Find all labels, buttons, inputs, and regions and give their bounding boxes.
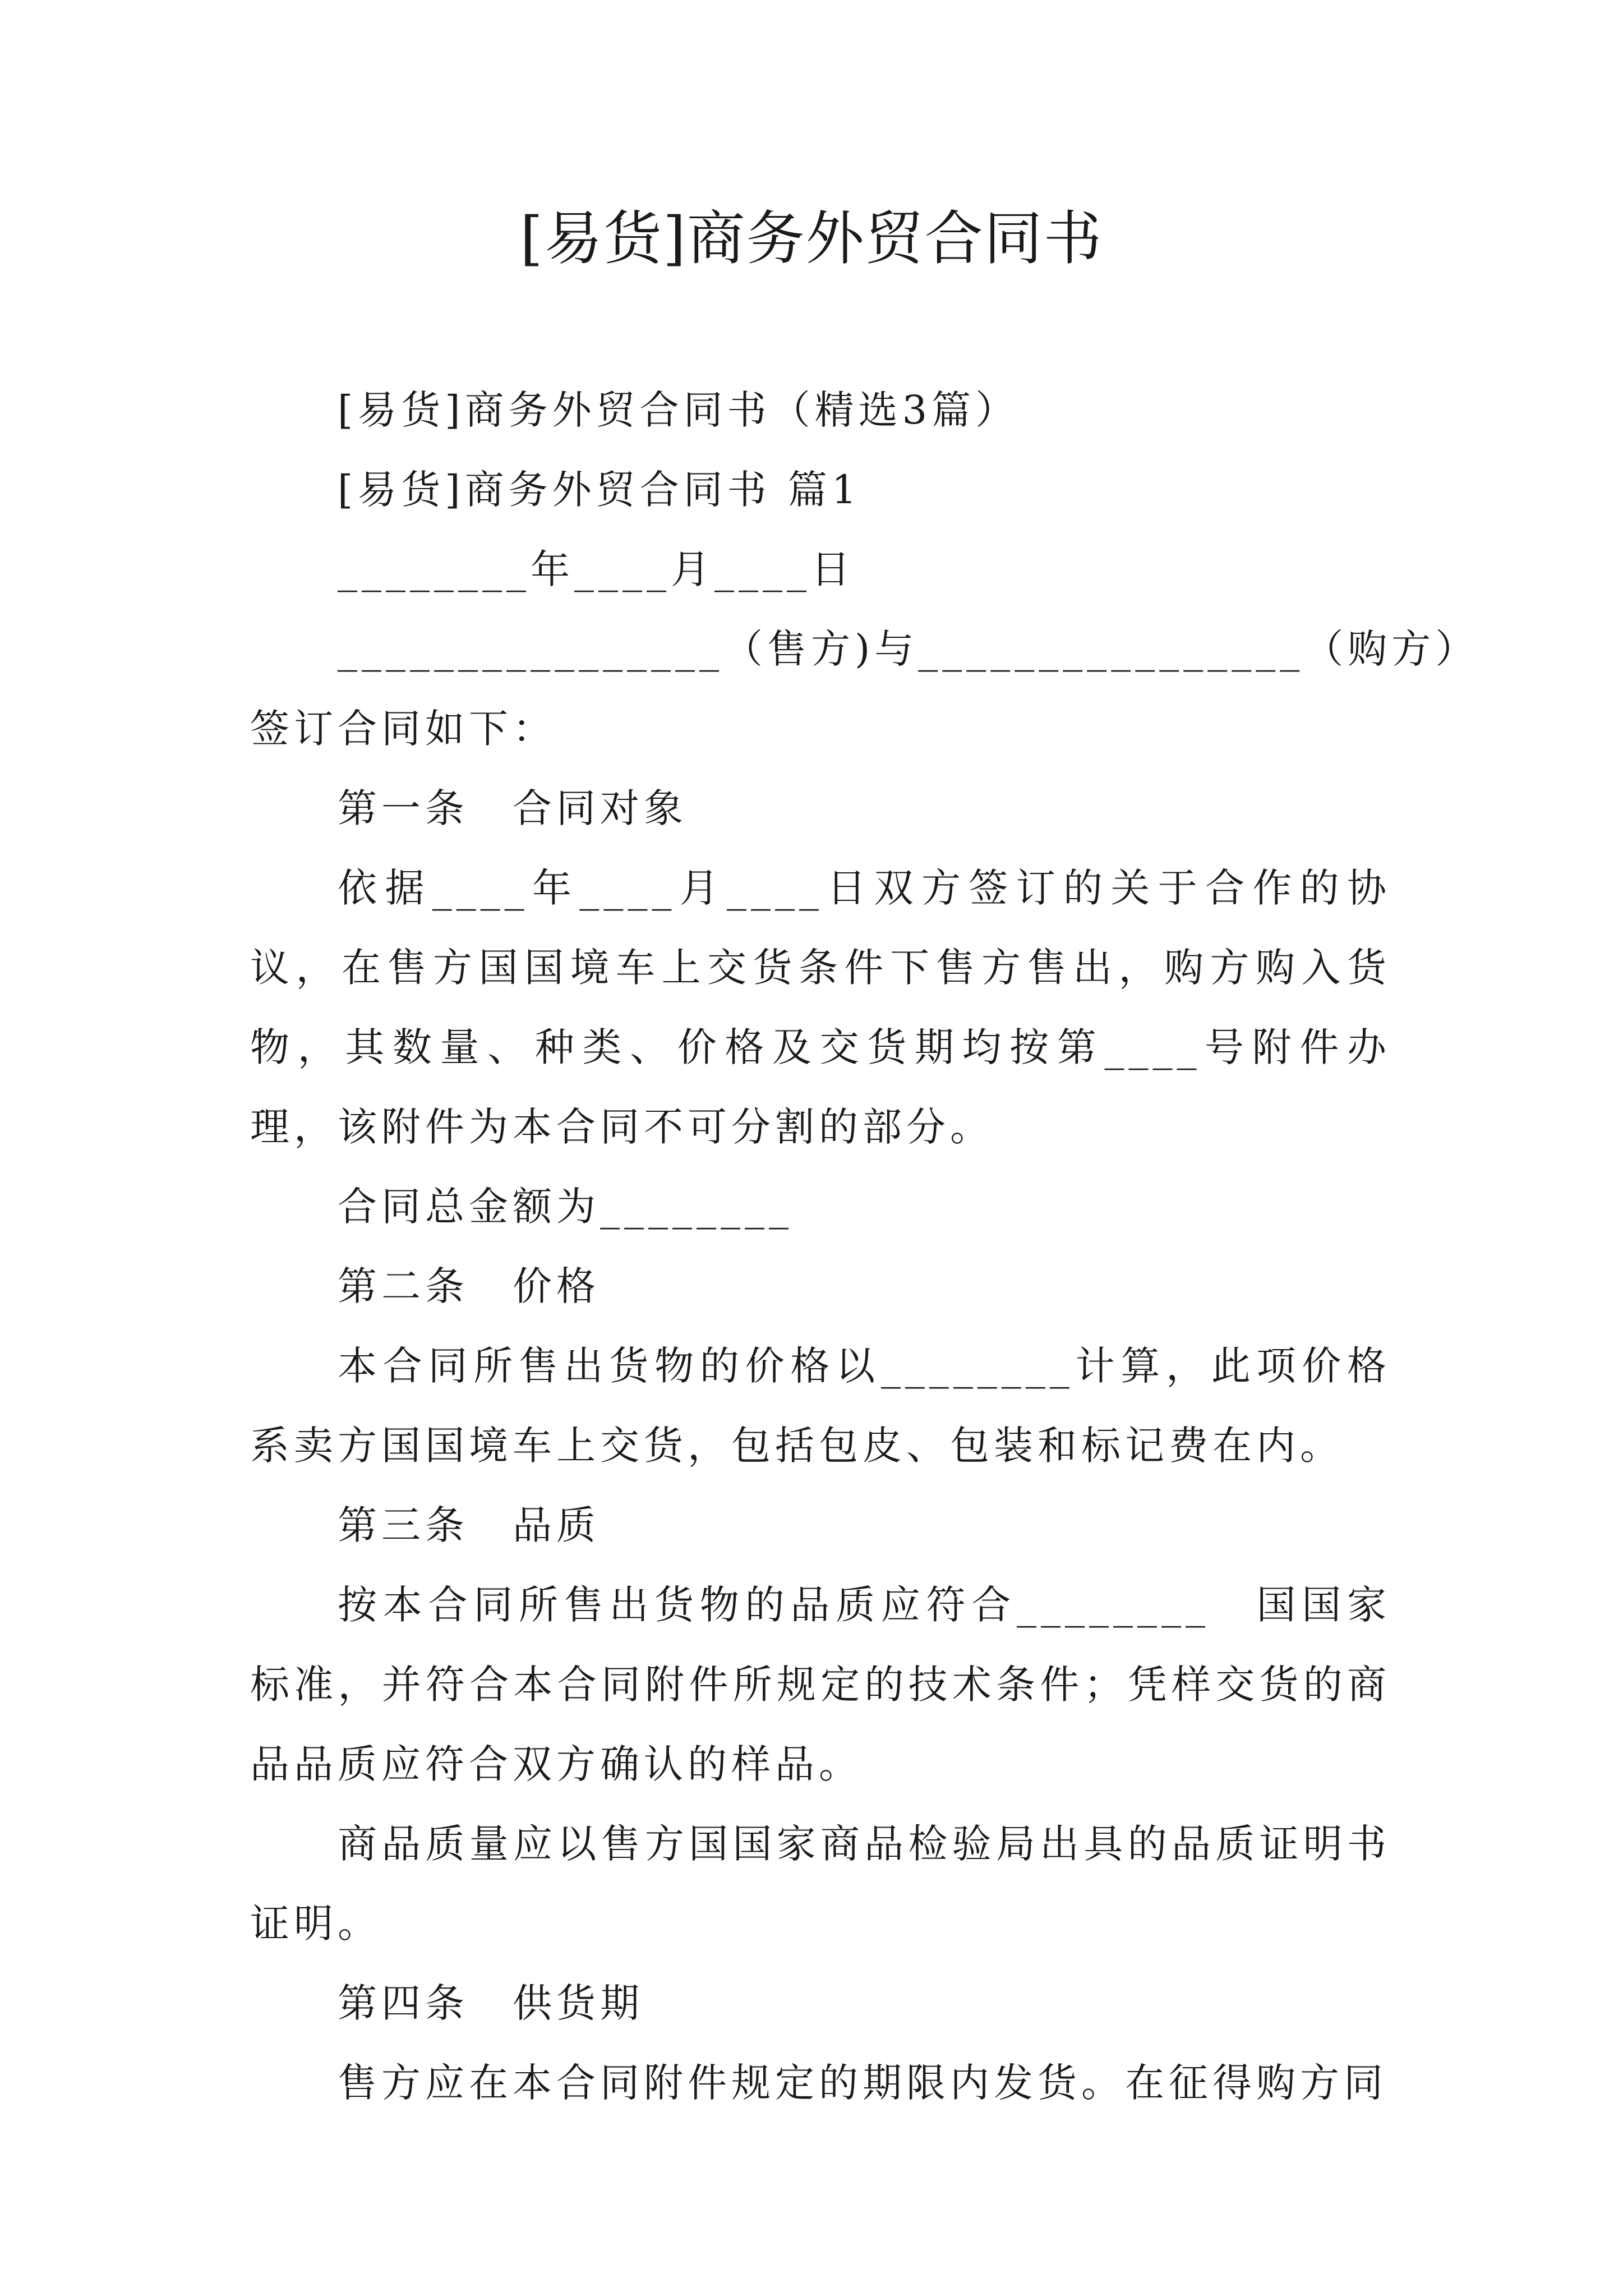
paragraph-date-line: ________年____月____日: [338, 546, 855, 592]
article-3-quality-proof: 商品质量应以售方国国家商品检验局出具的品质证明书证明。: [250, 1821, 1391, 1947]
paragraph-section-heading: [易货]商务外贸合同书 篇1: [338, 467, 861, 513]
paragraph-parties-line: ________________（售方)与________________（购方）: [338, 626, 1479, 672]
article-1-body: 依据____年____月____日双方签订的关于合作的协议，在售方国国境车上交货条件下售方售出，购方购入货物，其数量、种类、价格及交货期均按第____号附件办理，该附件为本合同不可分割的部分。: [250, 865, 1391, 1150]
article-1-heading: 第一条 合同对象: [338, 785, 688, 831]
article-4-body: 售方应在本合同附件规定的期限内发货。在征得购方同: [338, 2060, 1387, 2106]
paragraph-agreement-intro: 签订合同如下：: [250, 706, 556, 752]
article-3-body: 按本合同所售出货物的品质应符合________ 国国家标准，并符合本合同附件所规定的技术条件；凭样交货的商品品质应符合双方确认的样品。: [250, 1582, 1391, 1787]
paragraph-subtitle: [易货]商务外贸合同书（精选3篇）: [338, 387, 1020, 433]
article-3-heading: 第三条 品质: [338, 1502, 600, 1548]
article-2-body: 本合同所售出货物的价格以________计算，此项价格系卖方国国境车上交货，包括包皮、包装和标记费在内。: [250, 1343, 1391, 1469]
article-1-total-amount: 合同总金额为________: [338, 1184, 793, 1230]
article-4-heading: 第四条 供货期: [338, 1980, 644, 2026]
article-2-heading: 第二条 价格: [338, 1263, 600, 1309]
document-title: [易货]商务外贸合同书: [520, 204, 1103, 273]
document-body: [250, 370, 1479, 2123]
